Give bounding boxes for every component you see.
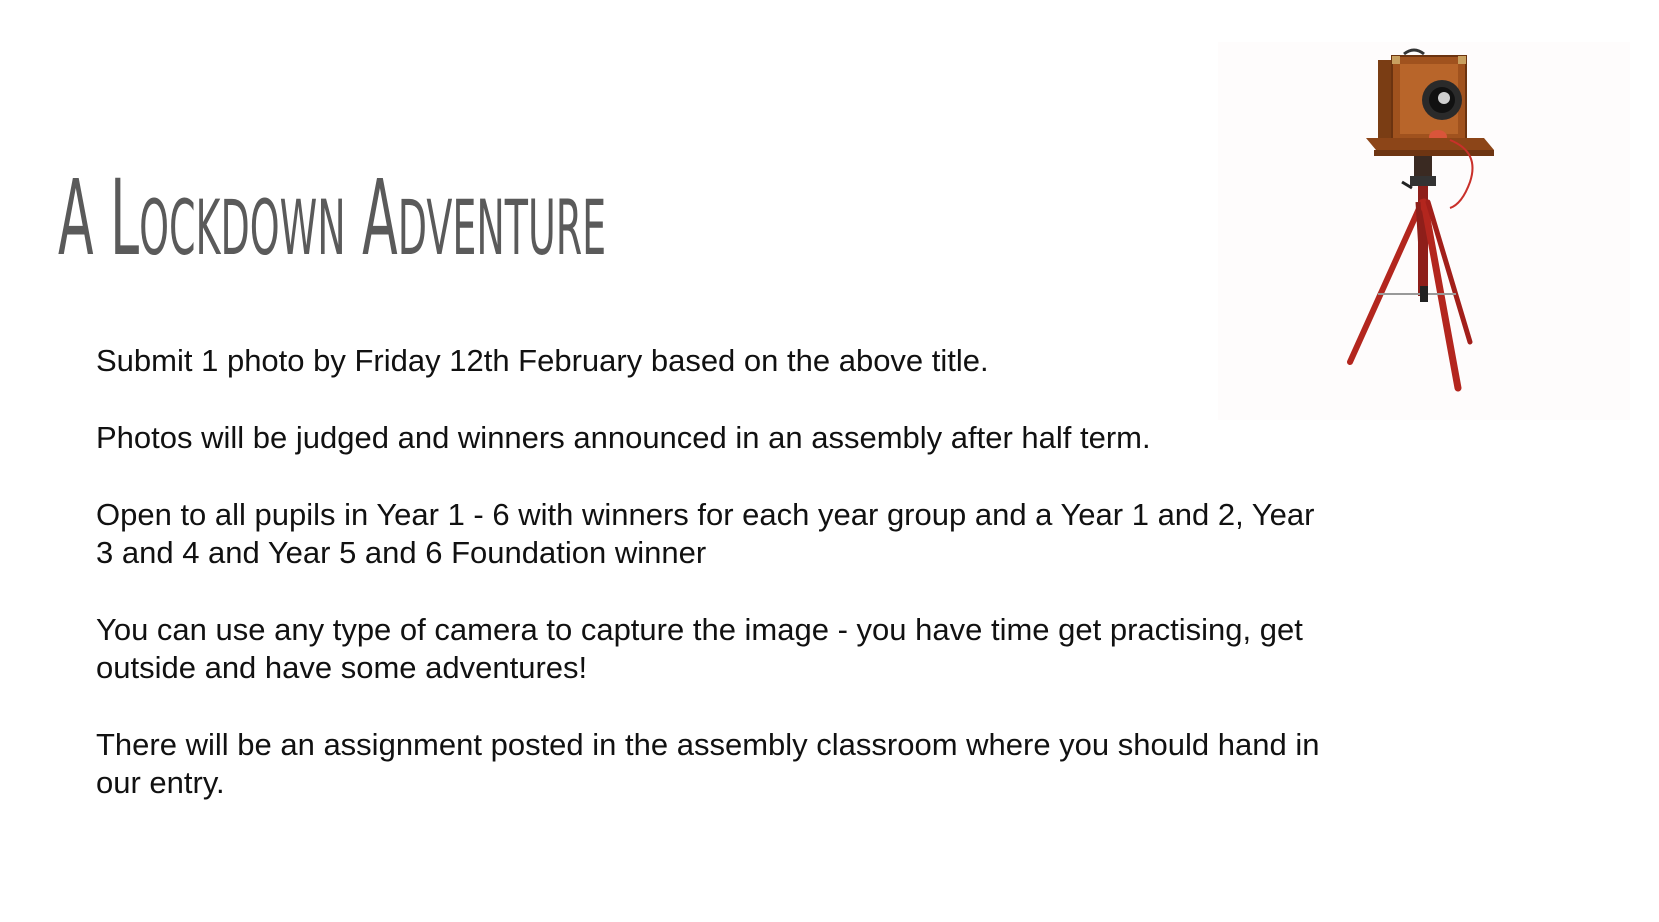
paragraph-eligibility: Open to all pupils in Year 1 - 6 with winners for each year group and a Year 1 and 2, Year 3 and 4 and Year 5 and 6 Foundation winner: [96, 497, 1315, 570]
paragraph-submit: Submit 1 photo by Friday 12th February based on the above title.: [96, 343, 989, 378]
title-word-2: LOCKDOWN: [110, 157, 346, 279]
title-word-3: ADVENTURE: [362, 157, 607, 279]
paragraph-camera: You can use any type of camera to capture the image - you have time get practising, get outside and have some adventures!: [96, 612, 1303, 685]
slide-title: [58, 157, 607, 283]
vintage-camera-icon: [1218, 42, 1630, 420]
title-word-1: A: [58, 157, 94, 279]
paragraph-assignment: There will be an assignment posted in the assembly classroom where you should hand in our entry.: [96, 727, 1320, 800]
camera-image: [1218, 42, 1630, 420]
body-text: [96, 342, 1396, 841]
paragraph-judging: Photos will be judged and winners announced in an assembly after half term.: [96, 420, 1151, 455]
